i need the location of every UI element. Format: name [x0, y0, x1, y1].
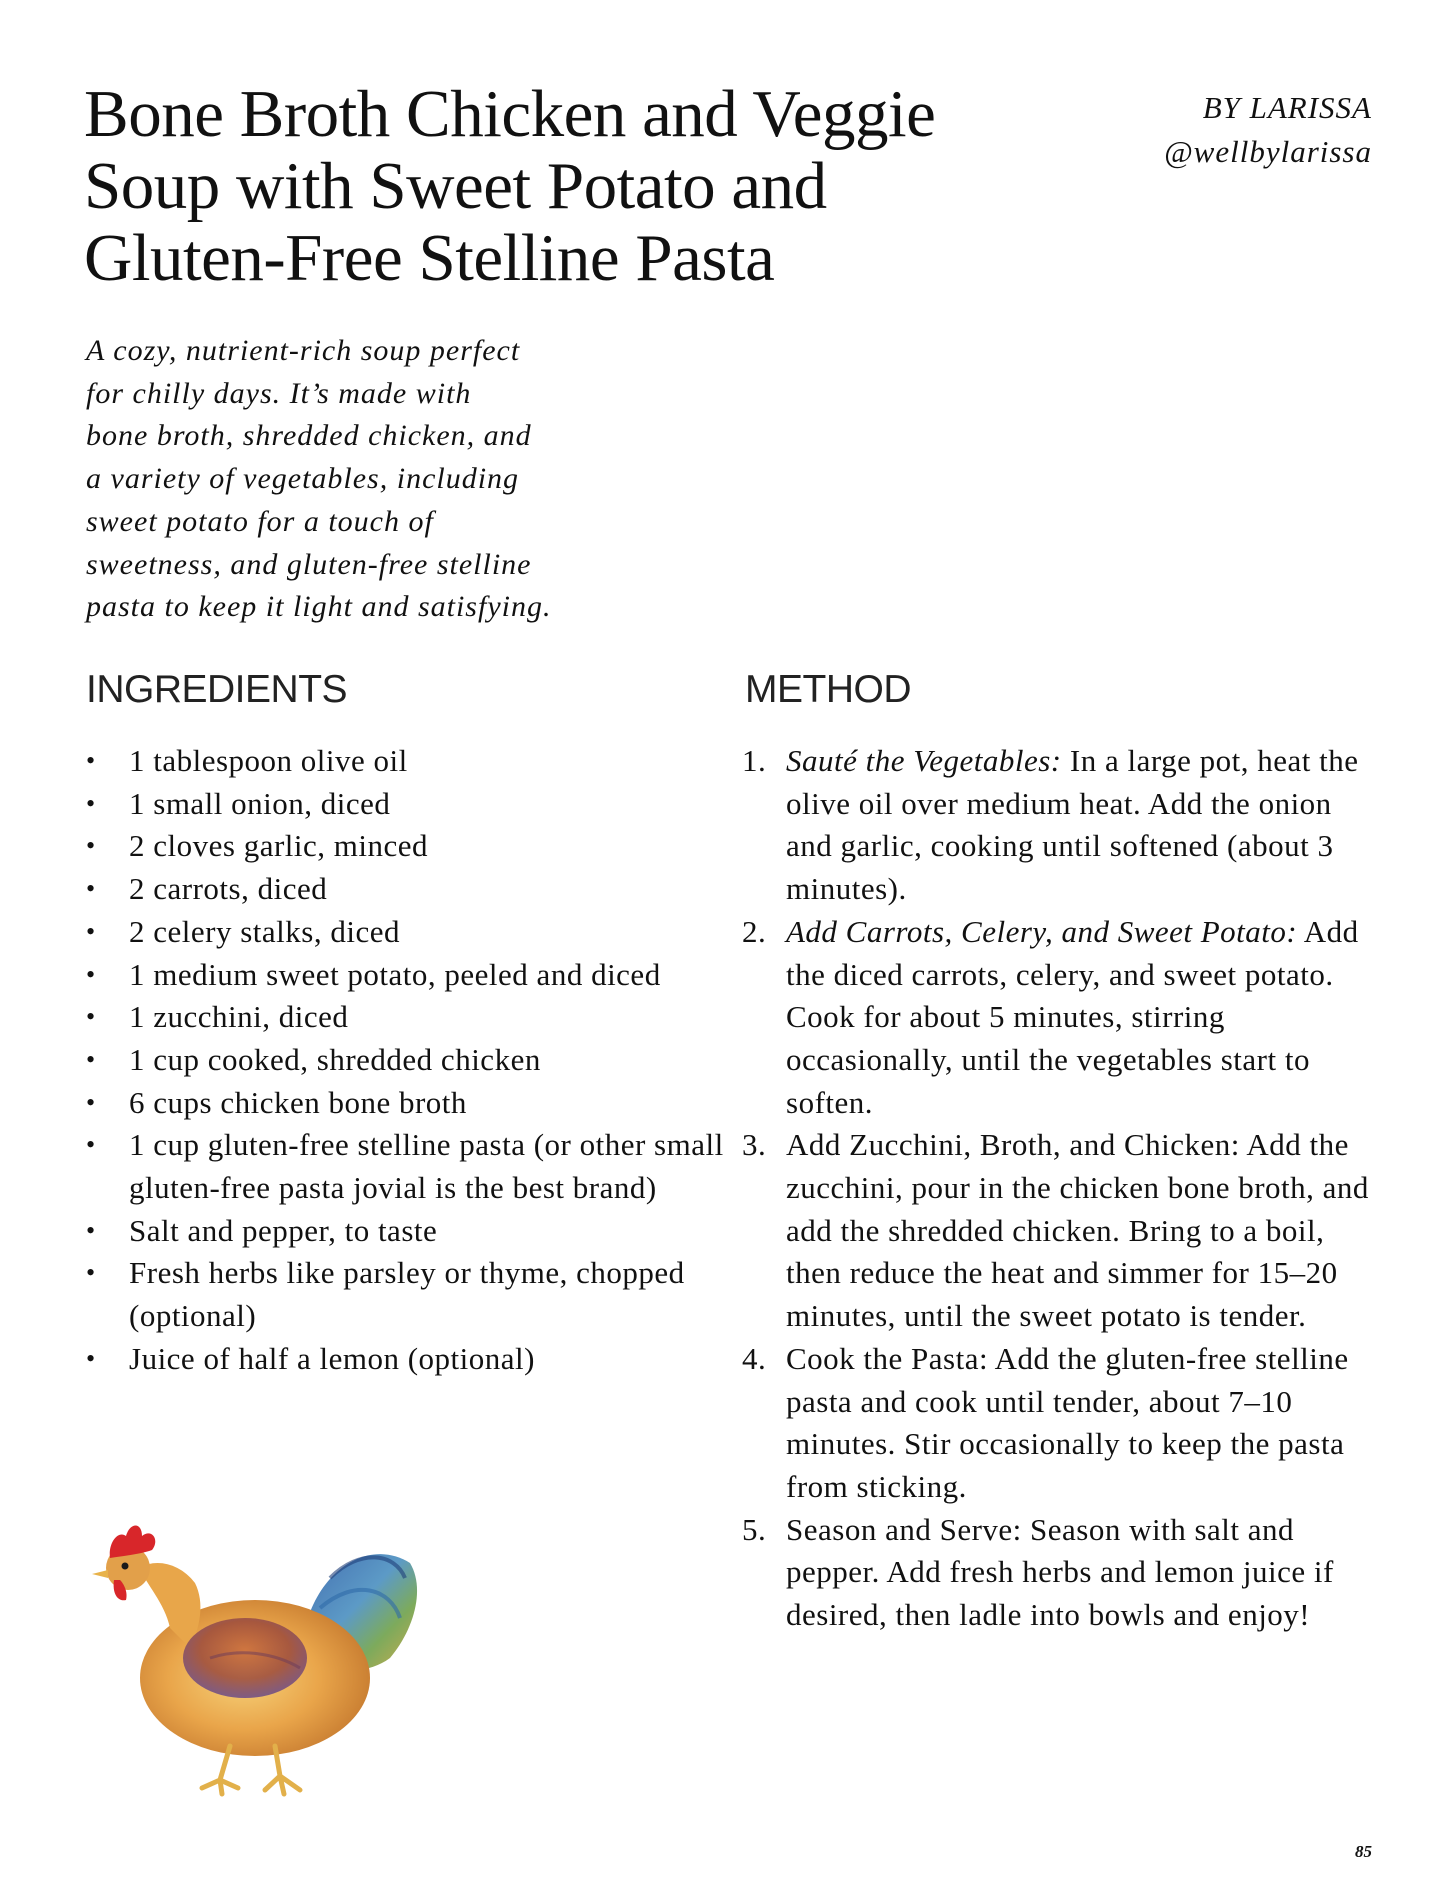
ingredient-text: Fresh herbs like parsley or thyme, chopped (optional): [129, 1255, 685, 1334]
method-list: [742, 740, 1382, 1637]
ingredient-item: [86, 783, 726, 826]
page-number: 85: [1355, 1842, 1372, 1861]
ingredient-text: 2 celery stalks, diced: [129, 913, 400, 949]
ingredient-text: 1 cup cooked, shredded chicken: [129, 1041, 541, 1077]
ingredient-text: 1 tablespoon olive oil: [129, 743, 408, 778]
ingredient-text: 1 cup gluten-free stelline pasta (or other small gluten-free pasta jovial is the best brand): [129, 1127, 724, 1206]
title-line: Gluten-Free Stelline Pasta: [84, 221, 775, 295]
watercolor-hen-icon: [70, 1508, 450, 1808]
step-text: Season with salt and pepper. Add fresh herbs and lemon juice if desired, then ladle into bowls and enjoy!: [786, 1511, 1334, 1633]
step-number: 5.: [742, 1511, 767, 1547]
ingredient-text: 2 cloves garlic, minced: [129, 828, 429, 864]
intro-line: sweet potato for a touch of: [86, 504, 434, 538]
ingredients-list: [86, 740, 726, 1381]
ingredient-item: [86, 825, 726, 868]
method-step: [742, 911, 1382, 1125]
step-title: Season and Serve:: [786, 1511, 1022, 1547]
recipe-intro: [86, 330, 586, 629]
bullet-icon: •: [86, 746, 96, 775]
method-step: [742, 1509, 1382, 1637]
bullet-icon: •: [86, 788, 96, 818]
method-step: [742, 1338, 1382, 1509]
recipe-title: [84, 78, 1044, 294]
intro-line: for chilly days. It’s made with: [86, 376, 472, 410]
intro-line: sweetness, and gluten-free stelline: [86, 547, 532, 581]
method-heading: METHOD: [745, 668, 911, 711]
intro-line: bone broth, shredded chicken, and: [86, 419, 532, 453]
bullet-icon: •: [86, 1002, 96, 1032]
step-number: 4.: [742, 1340, 767, 1376]
bullet-icon: •: [86, 959, 96, 989]
bullet-icon: •: [86, 1343, 96, 1373]
author-handle: @wellbylarissa: [1164, 134, 1372, 169]
step-title: Add Zucchini, Broth, and Chicken:: [786, 1127, 1240, 1163]
method-step: [742, 740, 1382, 911]
ingredient-item: [86, 1124, 726, 1209]
ingredient-item: [86, 996, 726, 1039]
bullet-icon: •: [86, 1087, 96, 1117]
ingredient-text: 2 carrots, diced: [129, 871, 328, 907]
step-number: 3.: [742, 1127, 767, 1163]
bullet-icon: •: [86, 831, 96, 861]
method-step: [742, 1124, 1382, 1338]
step-title: Cook the Pasta:: [786, 1340, 989, 1376]
step-number: 1.: [742, 743, 767, 778]
ingredient-item: [86, 740, 726, 783]
ingredient-item: [86, 954, 726, 997]
step-text: Add the gluten-free stelline pasta and cook until tender, about 7–10 minutes. Stir occasionally to keep the pasta from sticking.: [786, 1340, 1349, 1504]
intro-line: a variety of vegetables, including: [86, 462, 520, 496]
bullet-icon: •: [86, 1215, 96, 1245]
author-name: BY LARISSA: [1202, 90, 1372, 125]
title-line: Bone Broth Chicken and Veggie: [84, 77, 936, 151]
ingredient-text: Juice of half a lemon (optional): [129, 1340, 535, 1376]
ingredient-item: [86, 1082, 726, 1125]
intro-line: A cozy, nutrient-rich soup perfect: [86, 334, 521, 367]
ingredient-text: 1 medium sweet potato, peeled and diced: [129, 956, 661, 992]
ingredients-heading: INGREDIENTS: [86, 668, 348, 711]
ingredient-item: [86, 868, 726, 911]
ingredient-text: 1 zucchini, diced: [129, 999, 349, 1035]
ingredient-text: Salt and pepper, to taste: [129, 1212, 438, 1248]
step-title: Add Carrots, Celery, and Sweet Potato:: [786, 913, 1298, 949]
bullet-icon: •: [86, 874, 96, 904]
step-text: Add the diced carrots, celery, and sweet potato. Cook for about 5 minutes, stirring occasionally, until the vegetables start to soften.: [786, 913, 1359, 1120]
title-line: Soup with Sweet Potato and: [84, 149, 827, 223]
author-byline: [1164, 86, 1372, 174]
bullet-icon: •: [86, 1258, 96, 1288]
step-title: Sauté the Vegetables:: [786, 743, 1062, 778]
bullet-icon: •: [86, 1130, 96, 1160]
step-text: In a large pot, heat the olive oil over medium heat. Add the onion and garlic, cooking until softened (about 3 minutes).: [786, 743, 1359, 907]
ingredient-item: [86, 1338, 726, 1381]
bullet-icon: •: [86, 1044, 96, 1074]
ingredient-item: [86, 1210, 726, 1253]
ingredient-text: 1 small onion, diced: [129, 785, 391, 821]
ingredient-text: 6 cups chicken bone broth: [129, 1084, 467, 1120]
bullet-icon: •: [86, 916, 96, 946]
step-text: Add the zucchini, pour in the chicken bone broth, and add the shredded chicken. Bring to a boil, then reduce the heat and simmer for 15–20 minutes, until the sweet potato is tender.: [786, 1127, 1369, 1334]
intro-line: pasta to keep it light and satisfying.: [86, 590, 552, 624]
ingredient-item: [86, 1252, 726, 1337]
ingredient-item: [86, 911, 726, 954]
step-number: 2.: [742, 913, 767, 949]
ingredient-item: [86, 1039, 726, 1082]
